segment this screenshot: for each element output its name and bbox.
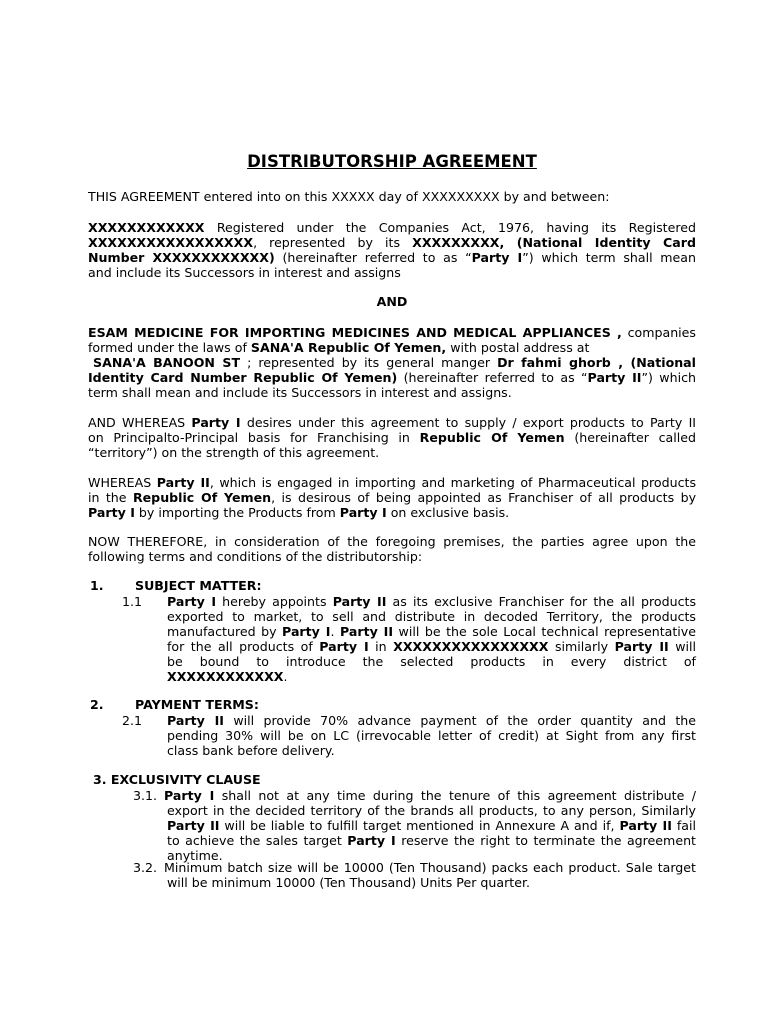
party-two-line: SANA'A BANOON ST ; represented by its general manger Dr fahmi ghorb , (National [93,355,697,370]
section-three-heading: 3. EXCLUSIVITY CLAUSE [93,772,261,787]
section-three-clause-one-cont: export in the decided territory of the brands all products, to any person, Similarly Party II will be liable to fulfill target mentioned in Annexure A and if, Party II fail to achieve the sales target Party I reserve the right to terminate the agreement anytime. [167,803,696,863]
section-three-sub-number: 3.1. [133,788,158,803]
section-three-clause-one: Party I shall not at any time during the tenure of this agreement distribute / [164,788,696,803]
now-therefore-paragraph: NOW THEREFORE, in consideration of the foregoing premises, the parties agree upon the following terms and conditions of the distributorship: [88,534,696,564]
party-one-line: XXXXXXXXXXXX Registered under the Companies Act, 1976, having its Registered [88,220,696,235]
party-two-line: term shall mean and include its Successors in interest and assigns. [88,385,512,400]
whereas-two-paragraph: WHEREAS Party II, which is engaged in importing and marketing of Pharmaceutical products in the Republic Of Yemen, is desirous of being appointed as Franchiser of all products by Party I by importing the Products from Party I on exclusive basis. [88,475,697,520]
party-two-line: ESAM MEDICINE FOR IMPORTING MEDICINES AND MEDICAL APPLIANCES , companies [88,325,696,340]
section-one-sub-number: 1.1 [122,594,143,609]
document-title: DISTRIBUTORSHIP AGREEMENT [247,152,537,171]
party-one-line: and include its Successors in interest and assigns [88,265,401,280]
party-one-paragraph [88,220,696,280]
section-three-sub-number-two: 3.2. [133,860,158,875]
intro-paragraph: THIS AGREEMENT entered into on this XXXXX day of XXXXXXXXX by and between: [88,189,610,204]
section-three-clause-two: Minimum batch size will be 10000 (Ten Thousand) packs each product. Sale target [164,860,696,875]
whereas-one-paragraph: AND WHEREAS Party I desires under this agreement to supply / export products to Party II on Principalto-Principal basis for Franchising in Republic Of Yemen (hereinafter called “territory”) on the strength of this agreement. [88,415,697,460]
section-one-body: Party I hereby appoints Party II as its exclusive Franchiser for the all products exported to market, to sell and distribute in decoded Territory, the products manufactured by Party I. Party II will be the sole Local technical representative for the all products of Party I in XXXXXXXXXXXXXXXX similarly Party II will be bound to introduce the selected products in every district of XXXXXXXXXXXX. [167,594,697,684]
party-one-line: XXXXXXXXXXXXXXXXX, represented by its XXXXXXXXX, (National Identity Card [88,235,696,250]
party-two-paragraph [88,325,696,400]
and-separator: AND [376,294,408,309]
section-three-clause-two-cont: will be minimum 10000 (Ten Thousand) Units Per quarter. [167,875,530,890]
party-two-line: formed under the laws of SANA'A Republic Of Yemen, with postal address at [88,340,590,355]
party-two-name: ESAM MEDICINE FOR IMPORTING MEDICINES AND MEDICAL APPLIANCES , [88,325,622,340]
party-one-line: Number XXXXXXXXXXXX) (hereinafter referred to as “Party I”) which term shall mean [88,250,696,265]
section-two-sub-number: 2.1 [122,713,143,728]
section-two-body: Party II will provide 70% advance payment of the order quantity and the pending 30% will be on LC (irrevocable letter of credit) at Sight from any first class bank before delivery. [167,713,696,758]
party-two-line: Identity Card Number Republic Of Yemen) (hereinafter referred to as “Party II”) which [88,370,696,385]
party-one-name: XXXXXXXXXXXX [88,220,205,235]
